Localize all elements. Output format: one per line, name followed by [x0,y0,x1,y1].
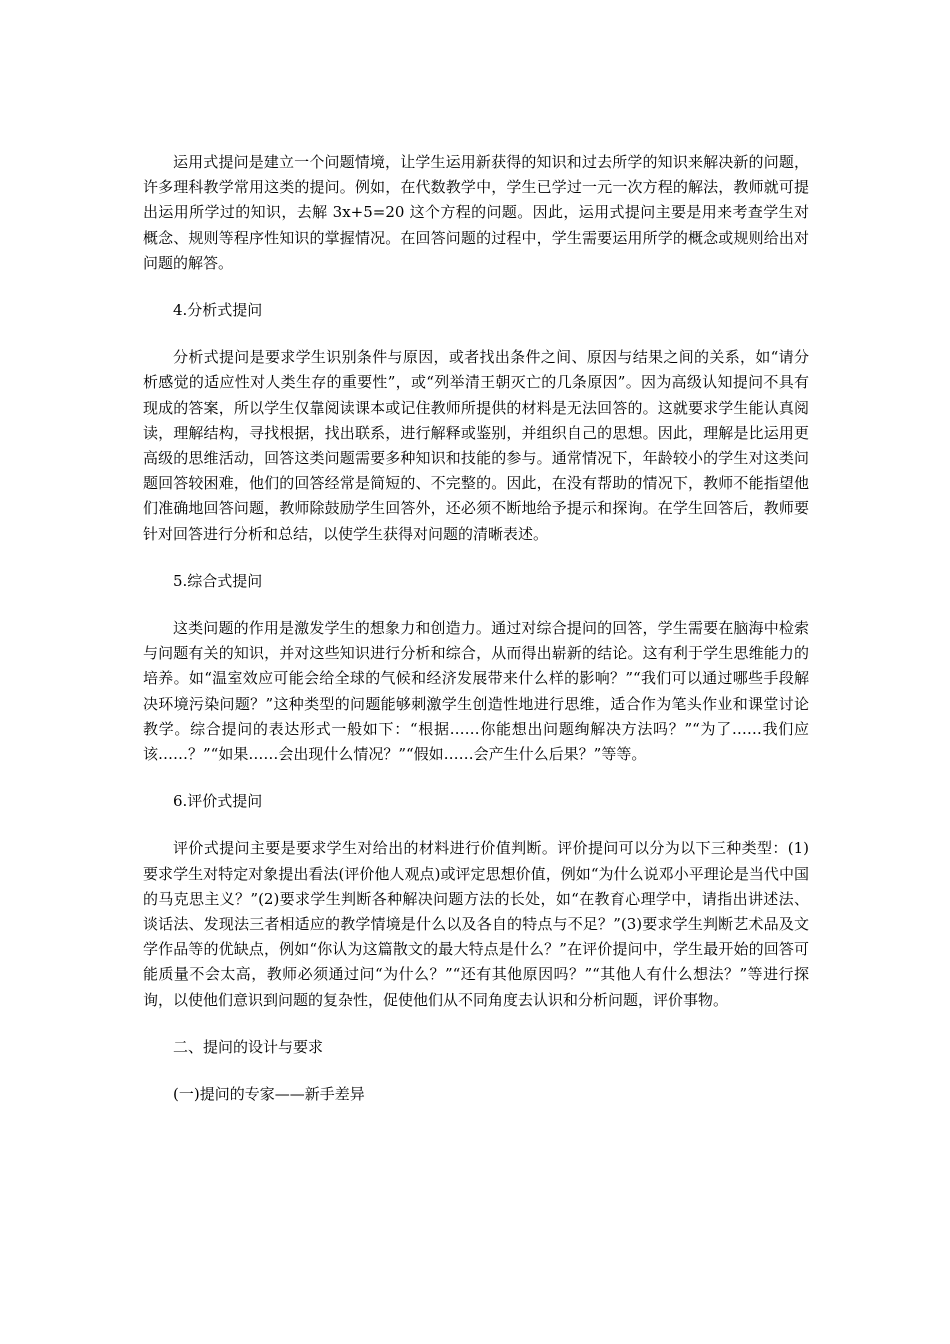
paragraph-application-question: 运用式提问是建立一个问题情境，让学生运用新获得的知识和过去所学的知识来解决新的问题，许多理科教学常用这类的提问。例如，在代数教学中，学生已学过一元一次方程的解法，教师就可提出运用所学过的知识，去解 3x+5=20 这个方程的问题。因此，运用式提问主要是用来考查学生对概念、规则等程序性知识的掌握情况。在回答问题的过程中，学生需要运用所学的概念或规则给出对问题的解答。 [143,153,809,272]
document-body [143,150,809,1107]
heading-analysis-question: 4.分析式提问 [173,301,263,320]
heading-question-design: 二、提问的设计与要求 [173,1037,324,1056]
heading-expert-novice-difference: (一)提问的专家——新手差异 [173,1085,365,1104]
paragraph-synthesis-question: 这类问题的作用是激发学生的想象力和创造力。通过对综合提问的回答，学生需要在脑海中检索与问题有关的知识，并对这些知识进行分析和综合，从而得出崭新的结论。这有利于学生思维能力的培养。如“温室效应可能会给全球的气候和经济发展带来什么样的影响？”“我们可以通过哪些手段解决环境污染问题？”这种类型的问题能够刺激学生创造性地进行思维，适合作为笔头作业和课堂讨论教学。综合提问的表达形式一般如下：“根据……你能想出问题绚解决方法吗？”“为了……我们应该……？”“如果……会出现什么情况？”“假如……会产生什么后果？”等等。 [143,619,809,764]
heading-evaluation-question: 6.评价式提问 [173,792,263,811]
heading-synthesis-question: 5.综合式提问 [173,571,263,590]
paragraph-evaluation-question: 评价式提问主要是要求学生对给出的材料进行价值判断。评价提问可以分为以下三种类型：(1)要求学生对特定对象提出看法(评价他人观点)或评定思想价值，例如“为什么说邓小平理论是当代中国的马克思主义？”(2)要求学生判断各种解决问题方法的长处，如“在教育心理学中，请指出讲述法、谈话法、发现法三者相适应的教学情境是什么以及各自的特点与不足？”(3)要求学生判断艺术品及文学作品等的优缺点，例如“你认为这篇散文的最大特点是什么？”在评价提问中，学生最开始的回答可能质量不会太高，教师必须通过问“为什么？”“还有其他原因吗？”“其他人有什么想法？”等进行探询，以使他们意识到问题的复杂性，促使他们从不同角度去认识和分析问题，评价事物。 [143,839,809,1009]
paragraph-analysis-question: 分析式提问是要求学生识别条件与原因，或者找出条件之间、原因与结果之间的关系，如“请分析感觉的适应性对人类生存的重要性”，或“列举清王朝灭亡的几条原因”。因为高级认知提问不具有现成的答案，所以学生仅靠阅读课本或记住教师所提供的材料是无法回答的。这就要求学生能认真阅读，理解结构，寻找根据，找出联系，进行解释或鉴别，并组织自己的思想。因此，理解是比运用更高级的思维活动，回答这类问题需要多种知识和技能的参与。通常情况下，年龄较小的学生对这类问题回答较困难，他们的回答经常是简短的、不完整的。因此，在没有帮助的情况下，教师不能指望他们准确地回答问题，教师除鼓励学生回答外，还必须不断地给予提示和探询。在学生回答后，教师要针对回答进行分析和总结，以使学生获得对问题的清晰表述。 [143,348,809,543]
